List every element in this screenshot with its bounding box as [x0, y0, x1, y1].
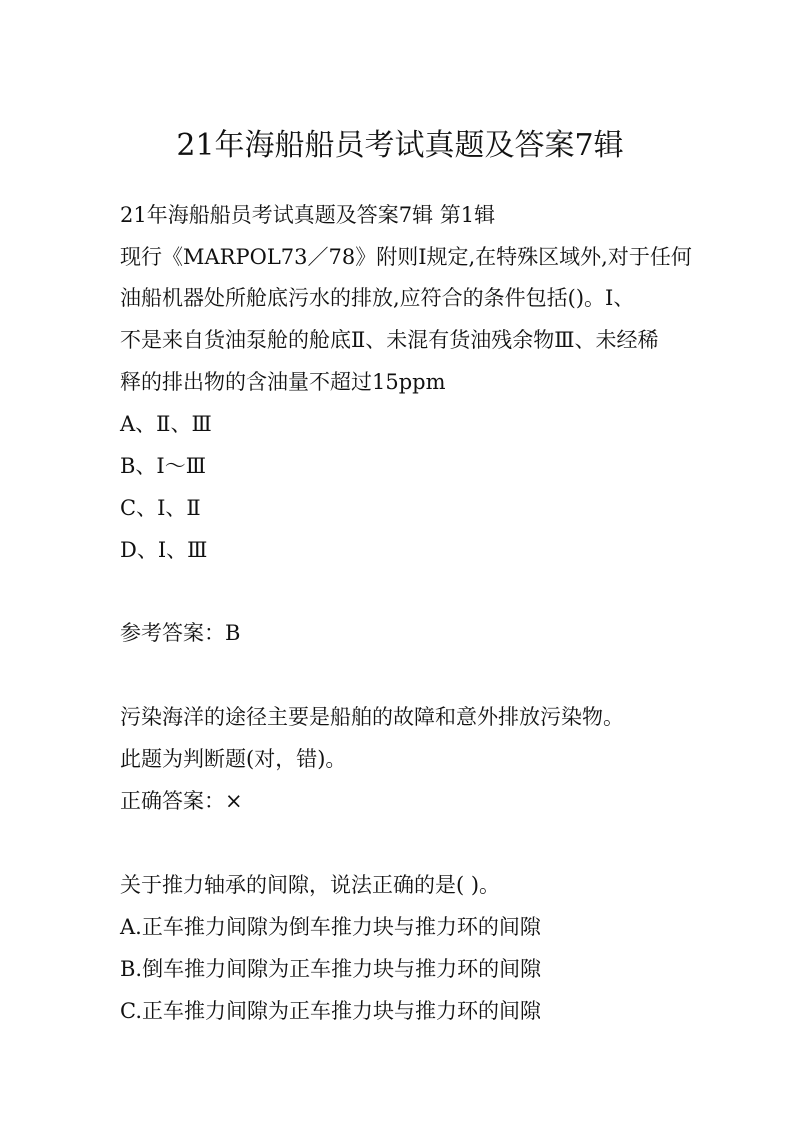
q1-option-c: C、Ⅰ、Ⅱ [120, 496, 201, 520]
q1-stem-line: 油船机器处所舱底污水的排放,应符合的条件包括()。Ⅰ、 [120, 286, 635, 310]
q3-option-b: B.倒车推力间隙为正车推力块与推力环的间隙 [120, 957, 542, 981]
q1-option-a: A、Ⅱ、Ⅲ [120, 412, 212, 436]
q3-option-a: A.正车推力间隙为倒车推力块与推力环的间隙 [120, 915, 541, 939]
q2-answer: 正确答案：× [120, 789, 243, 813]
document-title: 21年海船船员考试真题及答案7辑 [176, 128, 624, 163]
q2-type-note: 此题为判断题(对，错)。 [120, 747, 347, 771]
q3-stem: 关于推力轴承的间隙，说法正确的是( )。 [120, 873, 501, 897]
q1-stem-line: 现行《MARPOL73／78》附则Ⅰ规定,在特殊区域外,对于任何 [120, 245, 692, 269]
q3-option-c: C.正车推力间隙为正车推力块与推力环的间隙 [120, 999, 541, 1023]
q2-stem: 污染海洋的途径主要是船舶的故障和意外排放污染物。 [120, 705, 624, 729]
section-subtitle: 21年海船船员考试真题及答案7辑 第1辑 [120, 203, 496, 227]
q1-stem-line: 不是来自货油泵舱的舱底Ⅱ、未混有货油残余物Ⅲ、未经稀 [120, 328, 659, 352]
q1-stem-line: 释的排出物的含油量不超过15ppm [120, 370, 446, 394]
q1-option-d: D、Ⅰ、Ⅲ [120, 538, 208, 562]
q1-answer: 参考答案：B [120, 621, 241, 645]
q1-option-b: B、Ⅰ～Ⅲ [120, 454, 206, 478]
